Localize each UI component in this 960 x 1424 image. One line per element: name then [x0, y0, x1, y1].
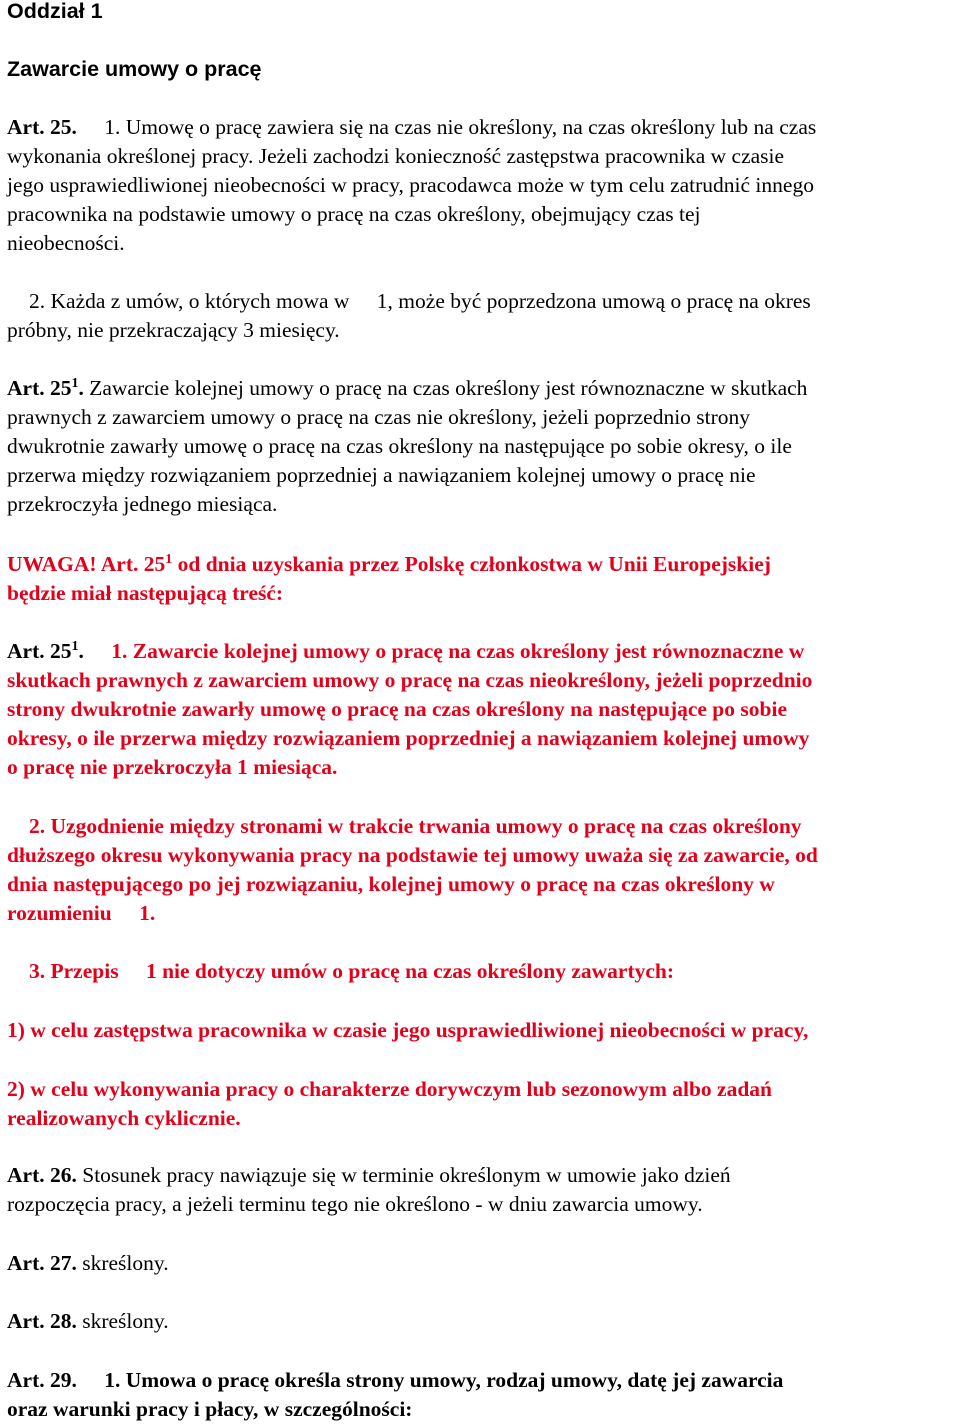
art-head: Art. 27. — [7, 1251, 77, 1275]
text-line: strony dwukrotnie zawarły umowę o pracę na czas określony na następujące po sobie — [7, 697, 787, 721]
text: skreślony. — [82, 1251, 169, 1275]
list-item: 1) w celu zastępstwa pracownika w czasie jego usprawiedliwionej nieobecności w pracy, — [7, 1018, 809, 1042]
art25-para2-line-1 — [7, 287, 957, 316]
text: 2. Każda z umów, o których mowa w — [29, 289, 350, 313]
art26-line-1 — [7, 1161, 957, 1190]
list-item: 2) w celu wykonywania pracy o charakterze dorywczym lub sezonowym albo zadań — [7, 1077, 772, 1101]
new25-line-1 — [7, 637, 957, 666]
text-line: oraz warunki pracy i płacy, w szczególności: — [7, 1397, 413, 1421]
art27 — [7, 1249, 957, 1278]
new25-p2-last — [7, 899, 957, 928]
text: od dnia uzyskania przez Polskę członkostwa w Unii Europejskiej — [177, 552, 771, 576]
para-num: 1. — [104, 1368, 121, 1392]
art28 — [7, 1307, 957, 1336]
text: Stosunek pracy nawiązuje się w terminie określonym w umowie jako dzień — [82, 1163, 731, 1187]
art25-line-1 — [7, 113, 957, 142]
para-num: 1. — [104, 115, 121, 139]
text-line: wykonania określonej pracy. Jeżeli zachodzi konieczność zastępstwa pracownika w czasie — [7, 144, 785, 168]
art-head: Art. 26. — [7, 1163, 77, 1187]
text: Umowa o pracę określa strony umowy, rodzaj umowy, datę jej zawarcia — [125, 1368, 784, 1392]
text-line: okresy, o ile przerwa między rozwiązaniem poprzedniej a nawiązaniem kolejnej umowy — [7, 726, 810, 750]
superscript: 1 — [71, 638, 79, 654]
art-head: Art. 25 — [7, 376, 72, 400]
para-num: 1. — [111, 639, 128, 663]
new25-p2-line-1 — [7, 812, 957, 841]
text-line: prawnych z zawarciem umowy o pracę na czas nie określony, jeżeli poprzednio strony — [7, 405, 751, 429]
art-head: Art. 28. — [7, 1309, 77, 1333]
uwaga-head: UWAGA! Art. 25 — [7, 552, 166, 576]
text: 3. Przepis — [29, 959, 119, 983]
text: 1. — [139, 901, 156, 925]
text-line: dwukrotnie zawarły umowę o pracę na czas określony na następujące po sobie okresy, o ile — [7, 434, 792, 458]
dot: . — [78, 639, 84, 663]
text-line: realizowanych cyklicznie. — [7, 1106, 241, 1130]
dot: . — [78, 376, 84, 400]
text-line: dnia następującego po jej rozwiązaniu, kolejnej umowy o pracę na czas określony w — [7, 872, 775, 896]
text: rozumieniu — [7, 901, 112, 925]
text-line: o pracę nie przekroczyła 1 miesiąca. — [7, 755, 338, 779]
text-line: będzie miał następującą treść: — [7, 581, 284, 605]
art25-1-line-1 — [7, 374, 957, 403]
text: Zawarcie kolejnej umowy o pracę na czas określony jest równoznaczne w — [132, 639, 805, 663]
text: 1, może być poprzedzona umową o pracę na okres — [376, 289, 811, 313]
text-line: skutkach prawnych z zawarciem umowy o pracę na czas nieokreślony, jeżeli poprzednio — [7, 668, 813, 692]
superscript: 1 — [71, 375, 79, 391]
text-line: nieobecności. — [7, 231, 125, 255]
text: 1 nie dotyczy umów o pracę na czas określony zawartych: — [145, 959, 675, 983]
text: skreślony. — [82, 1309, 169, 1333]
text-line: jego usprawiedliwionej nieobecności w pracy, pracodawca może w tym celu zatrudnić innego — [7, 173, 814, 197]
text-line: próbny, nie przekraczający 3 miesięcy. — [7, 318, 340, 342]
text-line: dłuższego okresu wykonywania pracy na podstawie tej umowy uważa się za zawarcie, od — [7, 843, 818, 867]
art-head: Art. 25 — [7, 639, 72, 663]
text: 2. Uzgodnienie między stronami w trakcie trwania umowy o pracę na czas określony — [29, 814, 802, 838]
text-line: pracownika na podstawie umowy o pracę na czas określony, obejmujący czas tej — [7, 202, 701, 226]
text: Zawarcie kolejnej umowy o pracę na czas określony jest równoznaczne w skutkach — [89, 376, 808, 400]
text-line: rozpoczęcia pracy, a jeżeli terminu tego nie określono - w dniu zawarcia umowy. — [7, 1192, 703, 1216]
new25-p3 — [7, 957, 957, 986]
art-head: Art. 29. — [7, 1368, 77, 1392]
text-line: przekroczyła jednego miesiąca. — [7, 492, 278, 516]
section-title: Zawarcie umowy o pracę — [7, 57, 262, 81]
superscript: 1 — [165, 551, 173, 567]
uwaga-line-1 — [7, 550, 957, 579]
art29-line-1 — [7, 1366, 957, 1395]
text-line: przerwa między rozwiązaniem poprzedniej a nawiązaniem kolejnej umowy o pracę nie — [7, 463, 756, 487]
art25-head: Art. 25. — [7, 115, 77, 139]
chapter-heading: Oddział 1 — [7, 0, 103, 23]
text: Umowę o pracę zawiera się na czas nie określony, na czas określony lub na czas — [125, 115, 817, 139]
